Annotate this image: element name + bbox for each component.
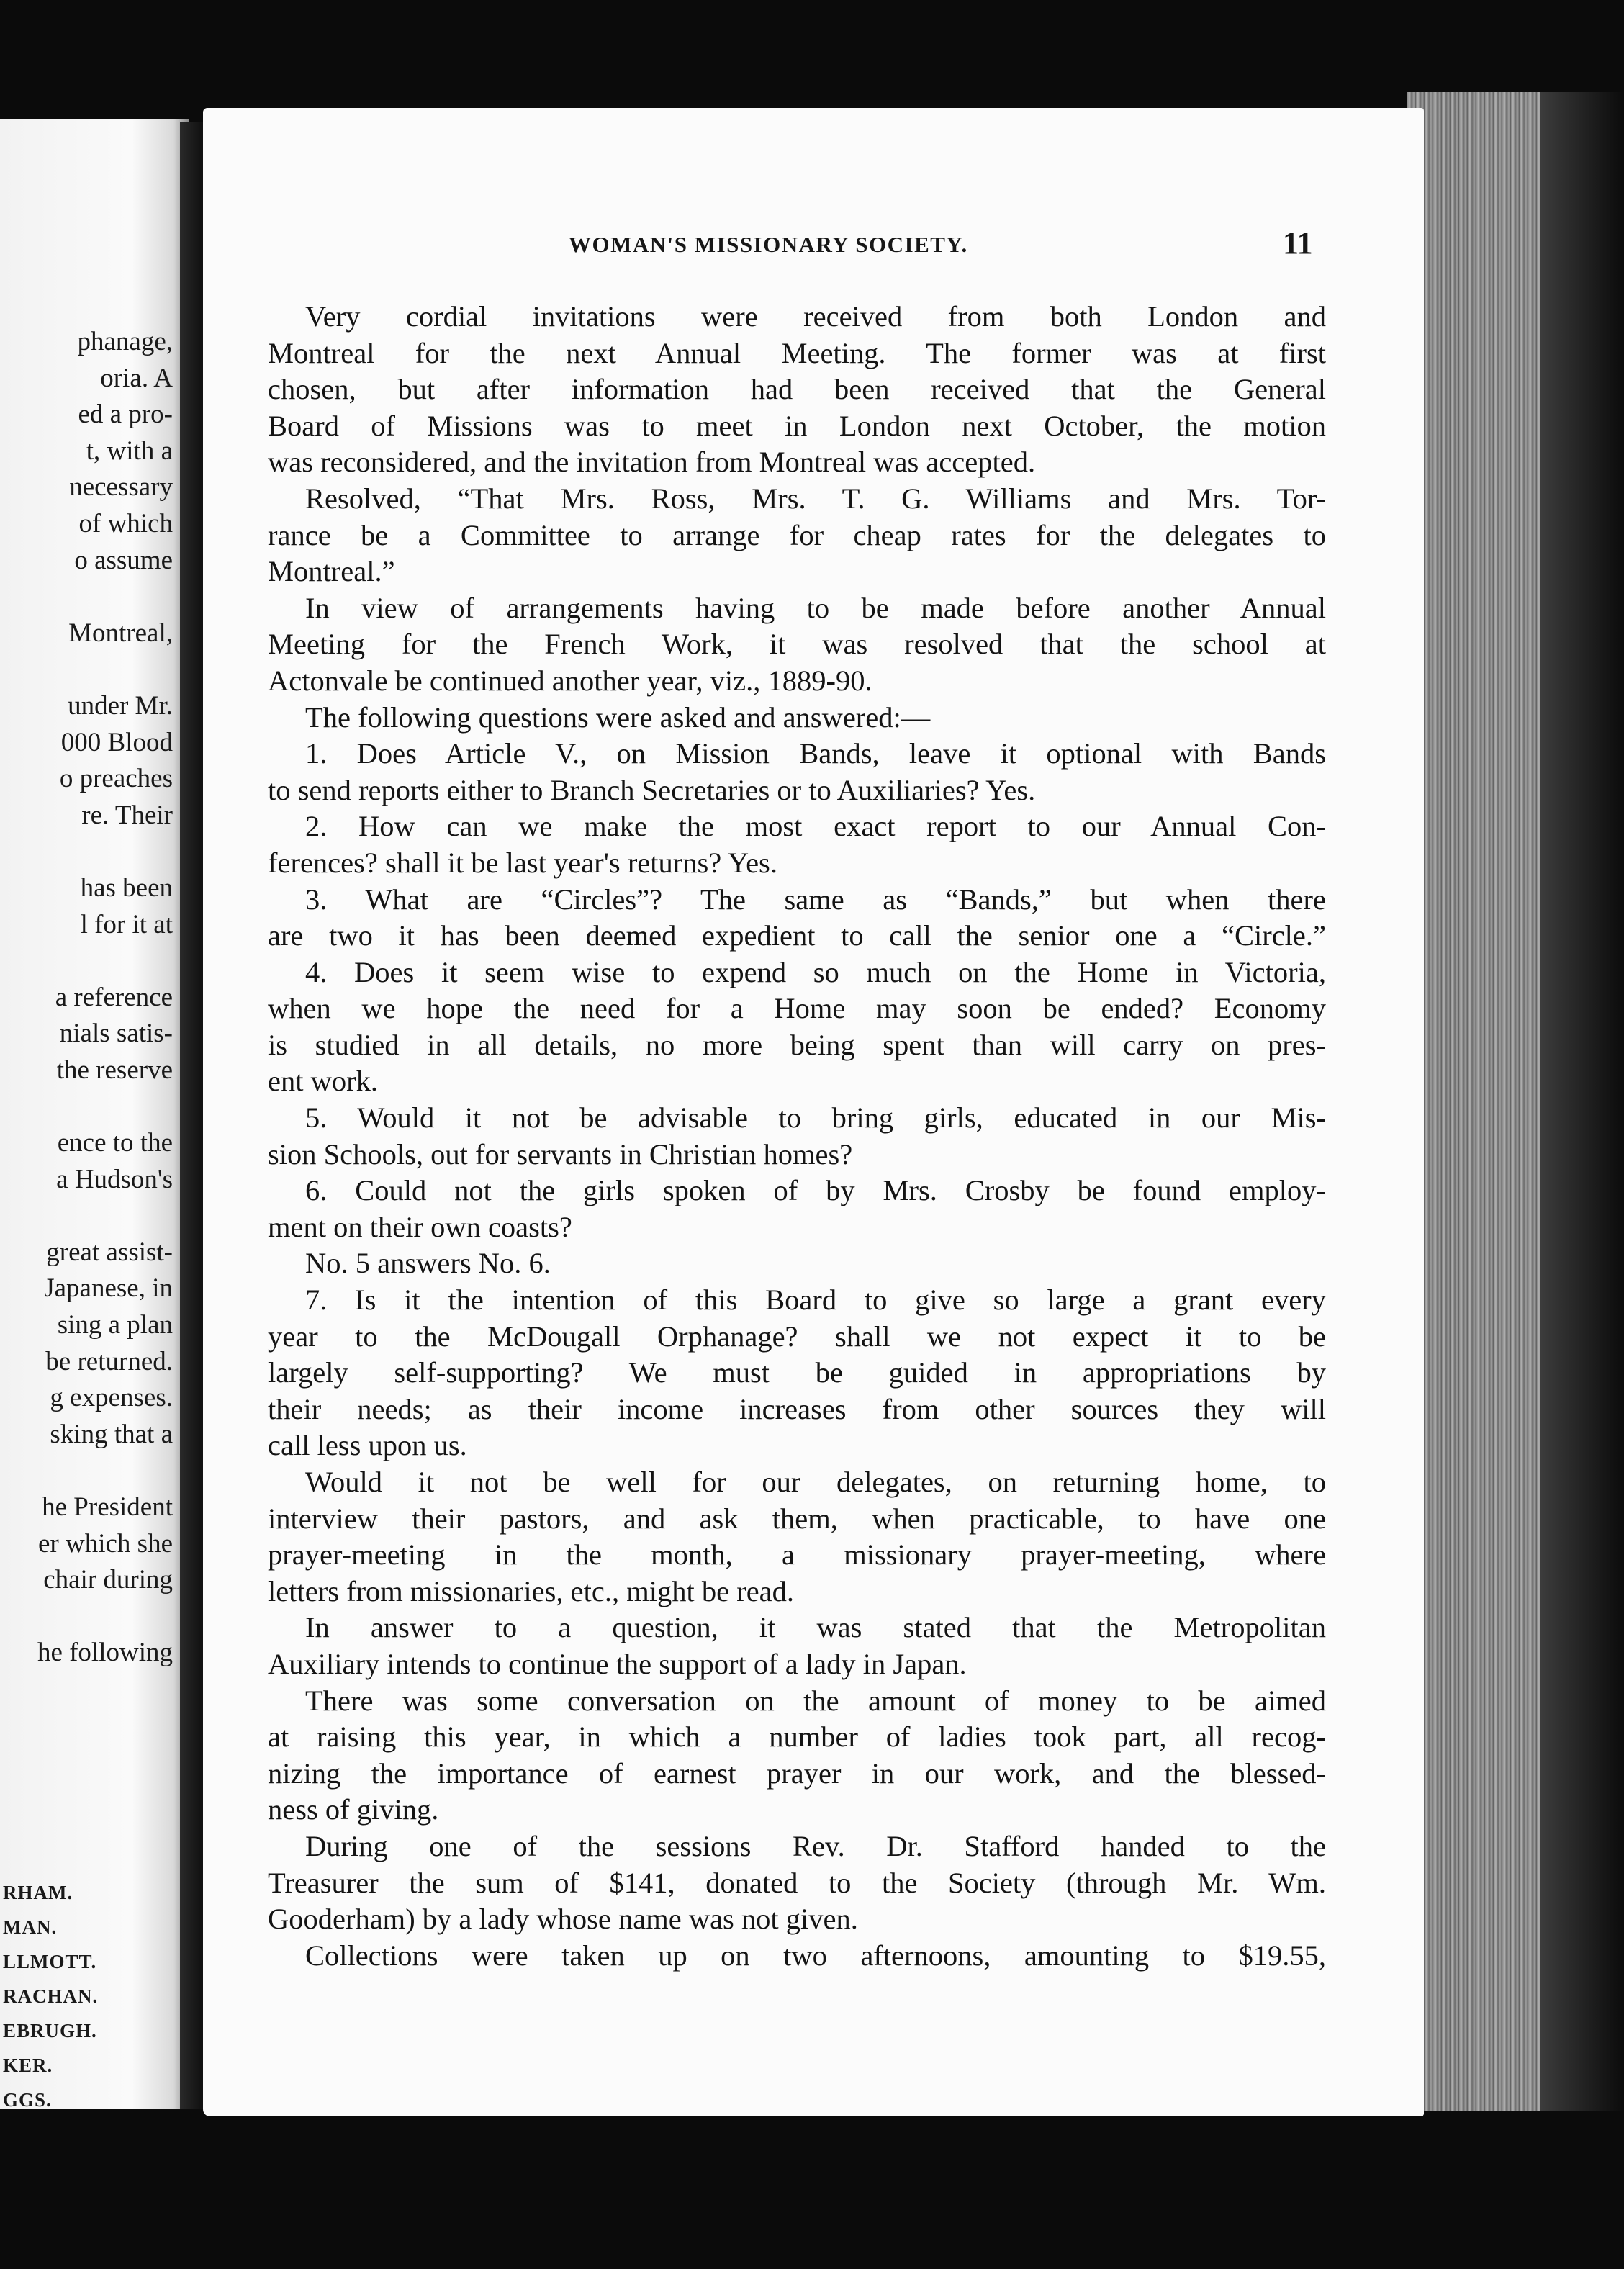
left-page-line: a reference [55,982,173,1012]
text-line: 4. Does it seem wise to expend so much on the Home in Victoria, [305,955,1326,988]
left-page-line: g expenses. [50,1383,173,1413]
left-page-line: necessary [69,472,173,502]
text-line: Meeting for the French Work, it was resolved that the school at [268,628,1326,661]
left-page-line: Japanese, in [44,1273,173,1304]
text-line: Actonvale be continued another year, viz., 1889-90. [268,664,872,697]
text-line: Treasurer the sum of $141, donated to the Society (through Mr. Wm. [268,1866,1326,1899]
text-line: Would it not be well for our delegates, on returning home, to [305,1466,1326,1498]
left-page-line: t, with a [86,436,173,466]
text-line: ment on their own coasts? [268,1210,572,1243]
left-page-name: EBRUGH. [3,2020,97,2042]
text-line: Resolved, “That Mrs. Ross, Mrs. T. G. Williams and Mrs. Tor- [305,482,1326,515]
text-line: Auxiliary intends to continue the support of a lady in Japan. [268,1647,967,1680]
text-line: largely self-supporting? We must be guided in appropriations by [268,1356,1326,1389]
left-page-text-fragments [0,324,173,1672]
text-line: 1. Does Article V., on Mission Bands, leave it optional with Bands [305,737,1326,770]
left-page-line: sking that a [50,1419,173,1449]
left-page-name-list [3,1875,183,2109]
text-line: at raising this year, in which a number of ladies took part, all recog- [268,1720,1326,1754]
left-page-line: er which she [38,1528,173,1558]
left-page-line: he President [42,1492,173,1522]
text-line: ness of giving. [268,1793,439,1826]
text-line: rance be a Committee to arrange for cheap rates for the delegates to [268,518,1326,551]
text-line: sion Schools, out for servants in Christian homes? [268,1137,853,1170]
left-page-line: ed a pro- [78,400,173,430]
left-page-line: sing a plan [57,1310,173,1340]
text-line: Montreal.” [268,555,395,588]
left-page-line: be returned. [45,1346,173,1376]
text-line: In answer to a question, it was stated that the Metropolitan [305,1611,1326,1644]
text-line: Gooderham) by a lady whose name was not given. [268,1903,858,1936]
text-line: prayer-meeting in the month, a missionary prayer-meeting, where [268,1538,1326,1571]
left-facing-page [0,119,189,2109]
left-page-name: LLMOTT. [3,1951,97,1972]
text-line: to send reports either to Branch Secretaries or to Auxiliaries? Yes. [268,773,1036,806]
text-line: ent work. [268,1065,378,1098]
left-page-line: has been [80,872,173,903]
running-head: WOMAN'S MISSIONARY SOCIETY. [569,232,968,257]
left-page-line: a Hudson's [56,1164,173,1194]
text-line: Collections were taken up on two afternoons, amounting to $19.55, [305,1939,1326,1972]
text-line: interview their pastors, and ask them, when practicable, to have one [268,1502,1326,1535]
left-page-line: ence to the [57,1128,173,1158]
text-line: chosen, but after information had been received that the General [268,373,1326,406]
text-line: In view of arrangements having to be made before another Annual [305,591,1326,624]
left-page-line: o assume [74,545,173,575]
left-page-line [0,1088,173,1125]
left-page-line [0,1198,173,1235]
left-page-line: chair during [43,1565,173,1595]
left-page-line: under Mr. [68,690,173,721]
text-line: No. 5 answers No. 6. [305,1247,551,1280]
left-page-line: he following [37,1638,173,1668]
text-line: 7. Is it the intention of this Board to give so large a grant every [305,1284,1326,1317]
text-line: Montreal for the next Annual Meeting. The former was at first [268,336,1326,369]
book-cover-edge [1540,92,1624,2111]
text-line: 5. Would it not be advisable to bring girls, educated in our Mis- [305,1101,1326,1134]
text-line: The following questions were asked and answered:— [305,700,931,734]
text-line: There was some conversation on the amount of money to be aimed [305,1684,1326,1717]
text-line: was reconsidered, and the invitation from Montreal was accepted. [268,446,1036,479]
left-page-line [0,1453,173,1489]
left-page-line: l for it at [80,909,173,939]
page-body-text [268,299,1326,1974]
left-page-name: RHAM. [3,1882,73,1903]
text-line: ferences? shall it be last year's returns? Yes. [268,846,777,879]
left-page-name: GGS. [3,2089,52,2109]
left-page-line: of which [78,508,173,538]
text-line: During one of the sessions Rev. Dr. Stafford handed to the [305,1829,1326,1862]
left-page-line: o preaches [59,764,173,794]
text-line: Board of Missions was to meet in London next October, the motion [268,409,1326,442]
page-number: 11 [1283,225,1313,261]
left-page-line [0,1599,173,1636]
left-page-line: oria. A [100,363,173,393]
text-line: nizing the importance of earnest prayer in our work, and the blessed- [268,1756,1326,1790]
text-line: year to the McDougall Orphanage? shall we not expect it to be [268,1320,1326,1353]
left-page-line [0,579,173,615]
left-page-line: the reserve [56,1055,173,1085]
left-page-line: 000 Blood [60,727,173,757]
text-line: 2. How can we make the most exact report to our Annual Con- [305,810,1326,843]
left-page-line [0,651,173,688]
text-line: are two it has been deemed expedient to call the senior one a “Circle.” [268,919,1326,952]
left-page-name: RACHAN. [3,1985,99,2007]
text-line: 6. Could not the girls spoken of by Mrs. Crosby be found employ- [305,1174,1326,1207]
left-page-line: Montreal, [68,618,173,648]
left-page-line [0,834,173,870]
text-line: their needs; as their income increases from other sources they will [268,1392,1326,1425]
text-line: Very cordial invitations were received from both London and [305,300,1326,333]
left-page-line: re. Their [81,800,173,830]
left-page-line: nials satis- [59,1019,173,1049]
text-line: call less upon us. [268,1429,467,1462]
text-line: when we hope the need for a Home may soon be ended? Economy [268,992,1326,1025]
text-line: is studied in all details, no more being spent than will carry on pres- [268,1028,1326,1061]
text-line: letters from missionaries, etc., might be read. [268,1574,795,1607]
left-page-name: MAN. [3,1916,58,1938]
left-page-line [0,943,173,980]
text-line: 3. What are “Circles”? The same as “Bands,” but when there [305,883,1326,916]
left-page-line: phanage, [77,327,173,356]
left-page-line: great assist- [46,1237,173,1267]
left-page-name: KER. [3,2054,53,2076]
